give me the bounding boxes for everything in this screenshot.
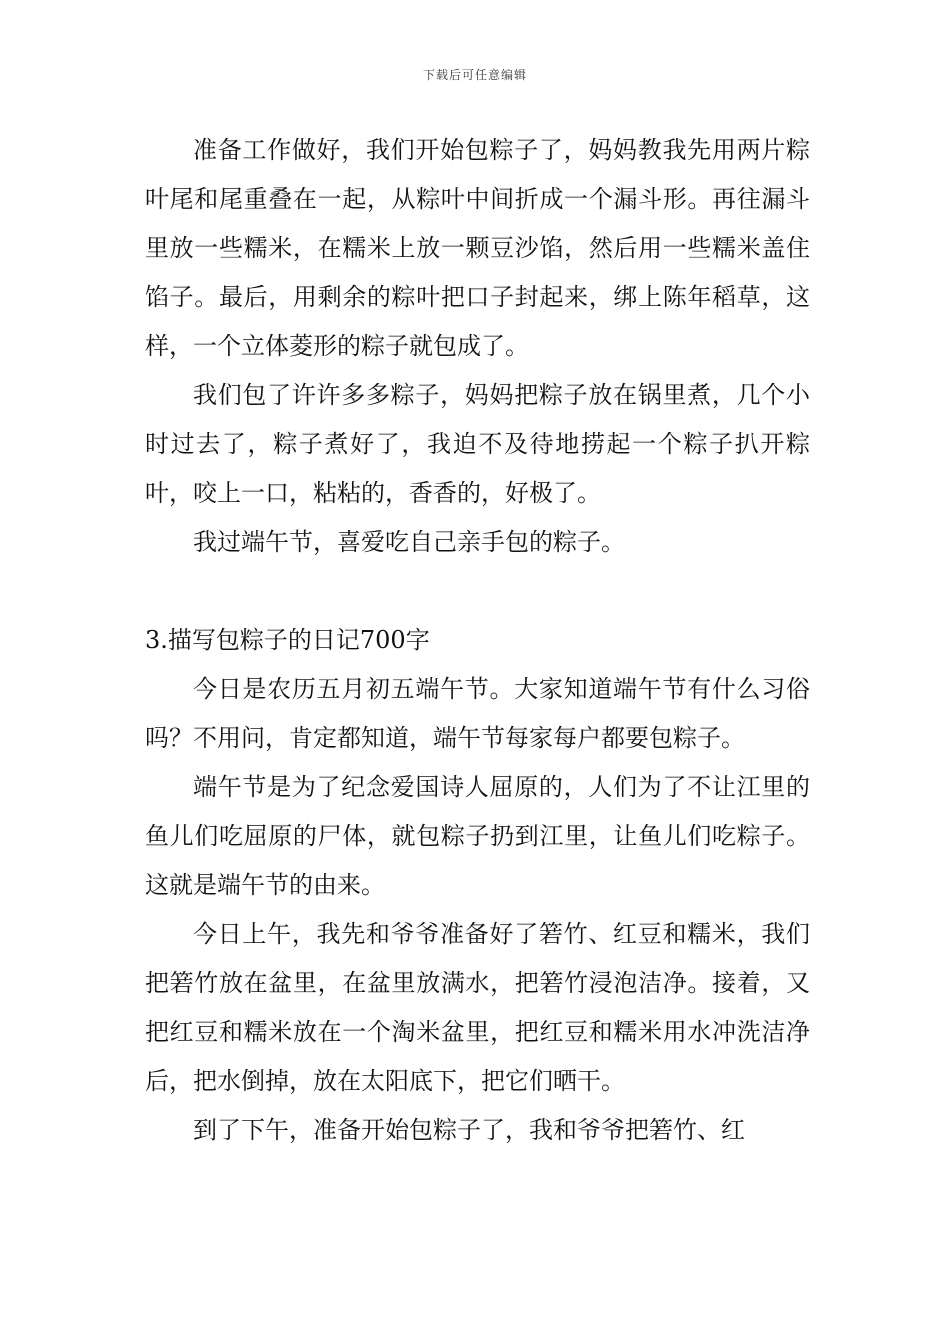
paragraph: 我过端午节，喜爱吃自己亲手包的粽子。 — [193, 528, 625, 556]
paragraph: 准备工作做好，我们开始包粽子了，妈妈教我先用两片粽叶尾和尾重叠在一起，从粽叶中间折成一个漏斗形。再往漏斗里放一些糯米，在糯米上放一颗豆沙馅，然后用一些糯米盖住馅子。最后，用剩余的粽叶把口子封起来，绑上陈年稻草，这样，一个立体菱形的粽子就包成了。 — [145, 136, 810, 360]
paragraph: 到了下午，准备开始包粽子了，我和爷爷把箬竹、红 — [193, 1116, 745, 1144]
paragraph: 今日是农历五月初五端午节。大家知道端午节有什么习俗吗？不用问，肯定都知道，端午节每家每户都要包粽子。 — [145, 675, 810, 752]
page-header: 下载后可任意编辑 — [422, 68, 527, 82]
paragraph: 我们包了许许多多粽子，妈妈把粽子放在锅里煮，几个小时过去了，粽子煮好了，我迫不及待地捞起一个粽子扒开粽叶，咬上一口，粘粘的，香香的，好极了。 — [145, 381, 810, 507]
paragraph: 今日上午，我先和爷爷准备好了箬竹、红豆和糯米，我们把箬竹放在盆里，在盆里放满水，把箬竹浸泡洁净。接着，又把红豆和糯米放在一个淘米盆里，把红豆和糯米用水冲洗洁净后，把水倒掉，放在太阳底下，把它们晒干。 — [145, 920, 810, 1095]
paragraph: 端午节是为了纪念爱国诗人屈原的，人们为了不让江里的鱼儿们吃屈原的尸体，就包粽子扔到江里，让鱼儿们吃粽子。这就是端午节的由来。 — [145, 773, 810, 899]
section-heading: 3.描写包粽子的日记700字 — [145, 626, 430, 654]
document-body — [145, 126, 810, 1155]
